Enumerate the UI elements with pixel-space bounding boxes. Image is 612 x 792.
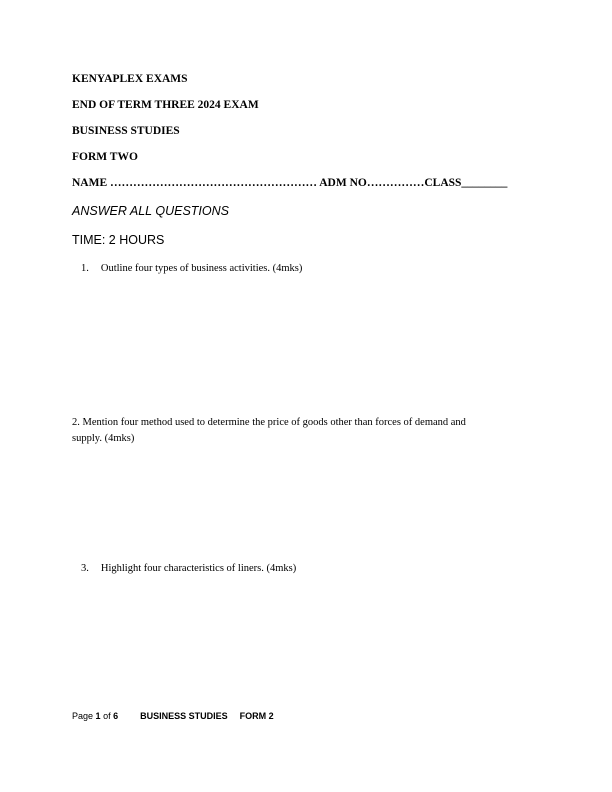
subject-title: BUSINESS STUDIES [72,125,180,137]
question-text-line-2: supply. (4mks) [72,433,135,444]
question-number: 1. [81,263,89,274]
answer-all-instruction: ANSWER ALL QUESTIONS [72,204,229,218]
exam-organisation: KENYAPLEX EXAMS [72,73,188,85]
form-title: FORM TWO [72,151,138,163]
question-text: Highlight four characteristics of liners. (4mks) [100,563,297,574]
footer-of-word: of [103,711,111,721]
footer-page-current: 1 [95,711,101,721]
question-2 [72,417,466,444]
footer-page-word: Page [72,711,94,721]
question-text-line-1: Mention four method used to determine the price of goods other than forces of demand and [82,417,466,428]
footer-subject: BUSINESS STUDIES [140,711,228,721]
question-number: 2. [72,417,80,428]
footer-form: FORM 2 [239,711,274,721]
question-1 [81,263,302,274]
question-3 [81,563,296,574]
footer-page-total: 6 [113,711,119,721]
page-footer [72,711,274,721]
student-details-line: NAME ……………………………………………… ADM NO……………CLASS________ [72,177,508,189]
exam-title: END OF TERM THREE 2024 EXAM [72,99,259,111]
time-allowed: TIME: 2 HOURS [72,233,165,247]
question-number: 3. [81,563,89,574]
question-text: Outline four types of business activities. (4mks) [100,263,303,274]
